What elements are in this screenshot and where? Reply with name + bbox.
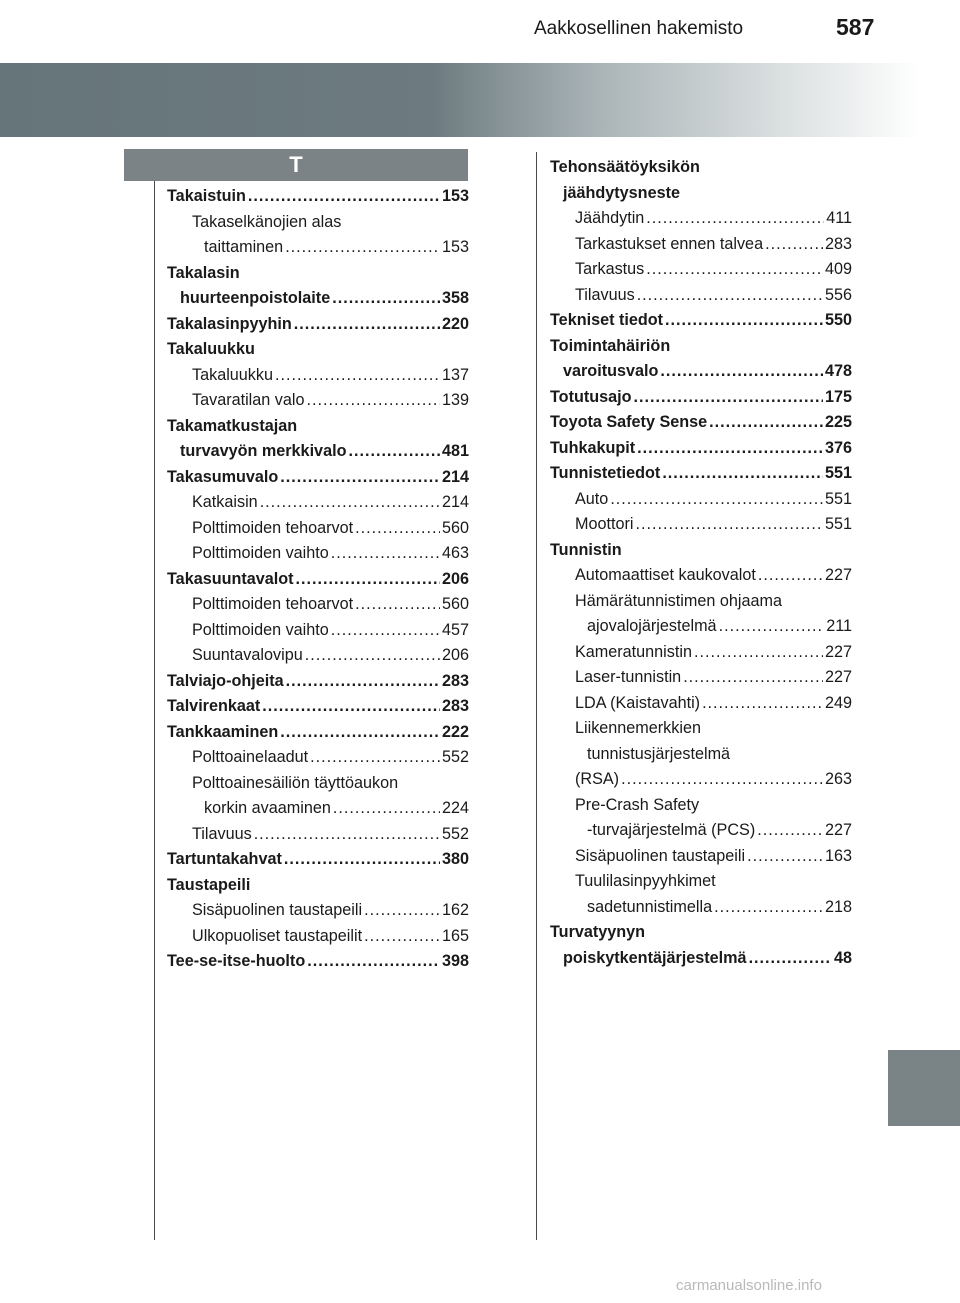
index-entry-term: Tarkastus [575,260,645,278]
index-entry-page: 481 [441,442,469,460]
index-entry-term: Sisäpuolinen taustapeili [575,846,746,865]
index-entry-term: Sisäpuolinen taustapeili [192,901,363,919]
index-entry [550,793,852,819]
index-entry-page: 206 [441,569,469,588]
index-entry-page: 556 [824,285,852,304]
index-entry-term: Takalasin [167,263,240,282]
index-entry-term: Talviajo-ohjeita [167,671,284,690]
dot-leader [310,745,440,771]
index-entry [550,665,852,691]
index-entry-term: Takalasinpyyhin [167,314,292,333]
index-entry-term: poiskytkentäjärjestelmä [563,948,747,967]
index-entry-page: 380 [441,850,469,868]
index-entry-term: korkin avaaminen [204,799,331,817]
index-entry-term: Polttimoiden tehoarvot [192,595,354,613]
index-entry-page: 560 [441,595,469,613]
dot-leader [306,388,440,414]
dot-leader [683,665,823,691]
dot-leader [331,618,440,644]
index-column-right [550,155,852,971]
index-entry-term: Tilavuus [575,285,635,304]
index-entry-term: jäähdytysneste [563,183,680,202]
index-entry [550,334,852,360]
index-entry-term: Tuulilasinpyyhkimet [575,872,716,890]
index-entry-page: 283 [441,671,469,690]
index-entry-term: Jäähdytin [575,209,645,227]
index-entry-term: ajovalojärjestelmä [587,617,717,635]
index-entry-page: 409 [824,260,852,278]
index-entry-page: 457 [441,620,469,639]
index-entry [550,155,852,181]
index-entry-term: Toyota Safety Sense [550,413,708,431]
index-entry-page: 48 [833,948,852,967]
index-entry-page: 222 [441,722,469,741]
dot-leader [660,359,823,385]
index-entry [550,640,852,666]
index-entry [167,516,469,542]
index-entry [167,924,469,950]
dot-leader [694,640,823,666]
dot-leader [307,949,440,975]
dot-leader [305,643,440,669]
dot-leader [248,184,440,210]
dot-leader [364,898,440,924]
index-entry-page: 551 [824,464,852,482]
dot-leader [757,818,823,844]
index-entry-term: Tee-se-itse-huolto [167,952,306,970]
index-entry [550,487,852,513]
dot-leader [280,465,440,491]
index-entry [550,589,852,615]
index-entry [167,465,469,491]
index-entry-term: Polttoainesäiliön täyttöaukon [192,773,399,792]
dot-leader [262,694,440,720]
index-entry-term: taittaminen [204,238,284,256]
dot-leader [665,308,823,334]
index-entry-term: varoitusvalo [563,362,659,380]
index-entry [550,461,852,487]
index-entry-page: 411 [826,209,852,227]
index-entry [550,359,852,385]
dot-leader [254,822,440,848]
index-entry [550,385,852,411]
index-entry [167,847,469,873]
dot-leader [637,283,823,309]
index-entry-term: Polttimoiden tehoarvot [192,518,354,537]
index-entry-term: Takasuuntavalot [167,569,294,588]
index-entry-page: 137 [441,365,469,384]
index-entry [550,538,852,564]
index-entry-page: 463 [441,544,469,562]
index-entry [167,669,469,695]
index-entry-term: Takaluukku [167,340,255,358]
index-entry-term: Tartuntakahvat [167,850,282,868]
index-entry-page: 283 [824,234,852,253]
index-entry-page: 153 [441,238,469,256]
header-band [0,63,960,137]
dot-leader [758,563,823,589]
index-entry-term: -turvajärjestelmä (PCS) [587,821,756,839]
index-entry [167,286,469,312]
index-entry-term: Takaistuin [167,187,246,205]
index-entry-term: huurteenpoistolaite [180,289,331,307]
index-entry-term: Takamatkustajan [167,416,298,435]
index-entry-page: 165 [441,926,469,945]
index-entry-term: Polttimoiden vaihto [192,620,329,639]
index-entry-term: LDA (Kaistavahti) [575,693,701,712]
index-entry-page: 214 [441,467,469,486]
index-entry [550,767,852,793]
index-entry-term: Tilavuus [192,824,252,843]
index-entry-term: turvavyön merkkivalo [180,442,347,460]
index-letter-header: T [124,149,468,181]
index-entry-page: 220 [441,314,469,333]
index-entry [167,745,469,771]
dot-leader [348,439,440,465]
index-entry-page: 218 [824,897,852,916]
dot-leader [749,946,832,972]
dot-leader [296,567,440,593]
dot-leader [332,286,440,312]
index-entry-page: 283 [441,697,469,715]
index-entry [550,206,852,232]
index-entry-page: 153 [441,187,469,205]
index-entry [167,618,469,644]
index-entry-term: (RSA) [575,770,620,788]
dot-leader [646,206,824,232]
index-entry-term: Toimintahäiriön [550,336,671,355]
index-entry [167,643,469,669]
index-entry-page: 224 [441,799,469,817]
index-entry-term: Laser-tunnistin [575,668,682,686]
index-entry [550,691,852,717]
footer-watermark: carmanualsonline.info [676,1277,822,1294]
dot-leader [280,720,440,746]
index-entry-term: Tuhkakupit [550,438,636,457]
dot-leader [635,512,823,538]
index-entry-page: 552 [441,748,469,766]
index-entry-page: 398 [441,952,469,970]
index-entry-page: 552 [441,824,469,843]
index-entry-term: Tehonsäätöyksikön [550,158,700,176]
index-entry-term: Moottori [575,515,634,533]
index-entry [167,720,469,746]
index-entry-page: 206 [441,646,469,664]
index-entry [167,414,469,440]
index-entry [167,363,469,389]
index-entry-page: 214 [441,493,469,511]
index-entry [550,844,852,870]
index-entry-term: Takasumuvalo [167,467,279,486]
index-entry-term: Tavaratilan valo [192,391,305,409]
index-entry [167,592,469,618]
dot-leader [284,847,440,873]
index-entry-page: 263 [824,770,852,788]
index-entry [167,184,469,210]
index-entry-term: tunnistusjärjestelmä [587,744,731,763]
index-entry-term: Takaluukku [192,365,273,384]
dot-leader [621,767,823,793]
index-entry [550,818,852,844]
index-entry [550,742,852,768]
index-entry-page: 225 [824,413,852,431]
index-column-left [167,184,469,975]
index-entry [550,716,852,742]
dot-leader [765,232,823,258]
dot-leader [331,541,440,567]
index-entry-page: 227 [824,668,852,686]
index-entry-term: Katkaisin [192,493,258,511]
dot-leader [702,691,823,717]
dot-leader [355,516,440,542]
dot-leader [747,844,823,870]
index-entry-term: Turvatyynyn [550,923,646,941]
index-entry-page: 560 [441,518,469,537]
index-entry [550,283,852,309]
index-entry [167,694,469,720]
index-entry [550,512,852,538]
index-entry [550,181,852,207]
index-entry-term: Suuntavalovipu [192,646,303,664]
index-entry-term: Liikennemerkkien [575,719,701,737]
index-entry [167,490,469,516]
index-entry [167,541,469,567]
index-entry-page: 551 [824,515,852,533]
index-entry-page: 162 [441,901,469,919]
dot-leader [333,796,440,822]
index-entry [167,567,469,593]
index-entry-page: 478 [824,362,852,380]
index-entry [550,869,852,895]
index-entry-page: 211 [826,617,852,635]
index-entry-page: 227 [824,642,852,661]
index-entry-page: 175 [824,387,852,406]
dot-leader [285,235,440,261]
index-entry [167,771,469,797]
index-entry [167,439,469,465]
index-entry [167,796,469,822]
index-entry-term: Tunnistetiedot [550,464,661,482]
index-entry-term: sadetunnistimella [587,897,713,916]
index-entry [167,949,469,975]
index-entry [550,308,852,334]
index-entry [167,388,469,414]
index-entry-page: 358 [441,289,469,307]
dot-leader [275,363,440,389]
index-entry-page: 249 [824,693,852,712]
dot-leader [662,461,823,487]
index-entry-term: Hämärätunnistimen ohjaama [575,591,782,610]
index-entry-term: Tekniset tiedot [550,311,664,329]
index-entry-term: Talvirenkaat [167,697,261,715]
dot-leader [719,614,825,640]
index-entry-term: Totutusajo [550,387,632,406]
dot-leader [634,385,823,411]
index-entry [167,337,469,363]
section-title: Aakkosellinen hakemisto [534,18,744,39]
index-entry [167,898,469,924]
index-entry-term: Tarkastukset ennen talvea [575,234,764,253]
right-column-rule [536,152,537,1240]
dot-leader [637,436,823,462]
index-entry-page: 551 [824,489,852,508]
dot-leader [709,410,823,436]
index-entry-term: Tankkaaminen [167,722,279,741]
left-column-rule [154,181,155,1240]
index-entry-term: Pre-Crash Safety [575,795,700,814]
dot-leader [364,924,440,950]
index-entry-page: 376 [824,438,852,457]
dot-leader [610,487,823,513]
chapter-tab [888,1050,960,1126]
index-entry [550,436,852,462]
index-entry-term: Auto [575,489,609,508]
index-entry-page: 163 [824,846,852,865]
dot-leader [355,592,440,618]
index-entry [167,873,469,899]
index-entry [550,563,852,589]
dot-leader [714,895,823,921]
index-entry-term: Taustapeili [167,875,251,894]
page-number: 587 [836,14,875,40]
dot-leader [294,312,440,338]
index-entry [550,895,852,921]
dot-leader [260,490,440,516]
index-entry-term: Kameratunnistin [575,642,692,661]
index-entry-term: Automaattiset kaukovalot [575,566,756,584]
dot-leader [646,257,823,283]
index-entry [167,210,469,236]
index-entry [167,235,469,261]
dot-leader [286,669,440,695]
index-entry-term: Takaselkänojien alas [192,212,342,231]
index-entry [550,920,852,946]
index-entry [167,261,469,287]
index-entry [550,946,852,972]
index-entry-term: Polttimoiden vaihto [192,544,329,562]
index-entry-term: Tunnistin [550,540,622,559]
index-entry [167,822,469,848]
index-entry-page: 227 [824,566,852,584]
index-entry-page: 227 [824,821,852,839]
index-entry [550,232,852,258]
index-entry-term: Ulkopuoliset taustapeilit [192,926,363,945]
index-entry [550,410,852,436]
index-entry [550,614,852,640]
index-entry-page: 550 [824,311,852,329]
index-entry [550,257,852,283]
index-entry-page: 139 [441,391,469,409]
index-entry-term: Polttoainelaadut [192,748,309,766]
index-entry [167,312,469,338]
